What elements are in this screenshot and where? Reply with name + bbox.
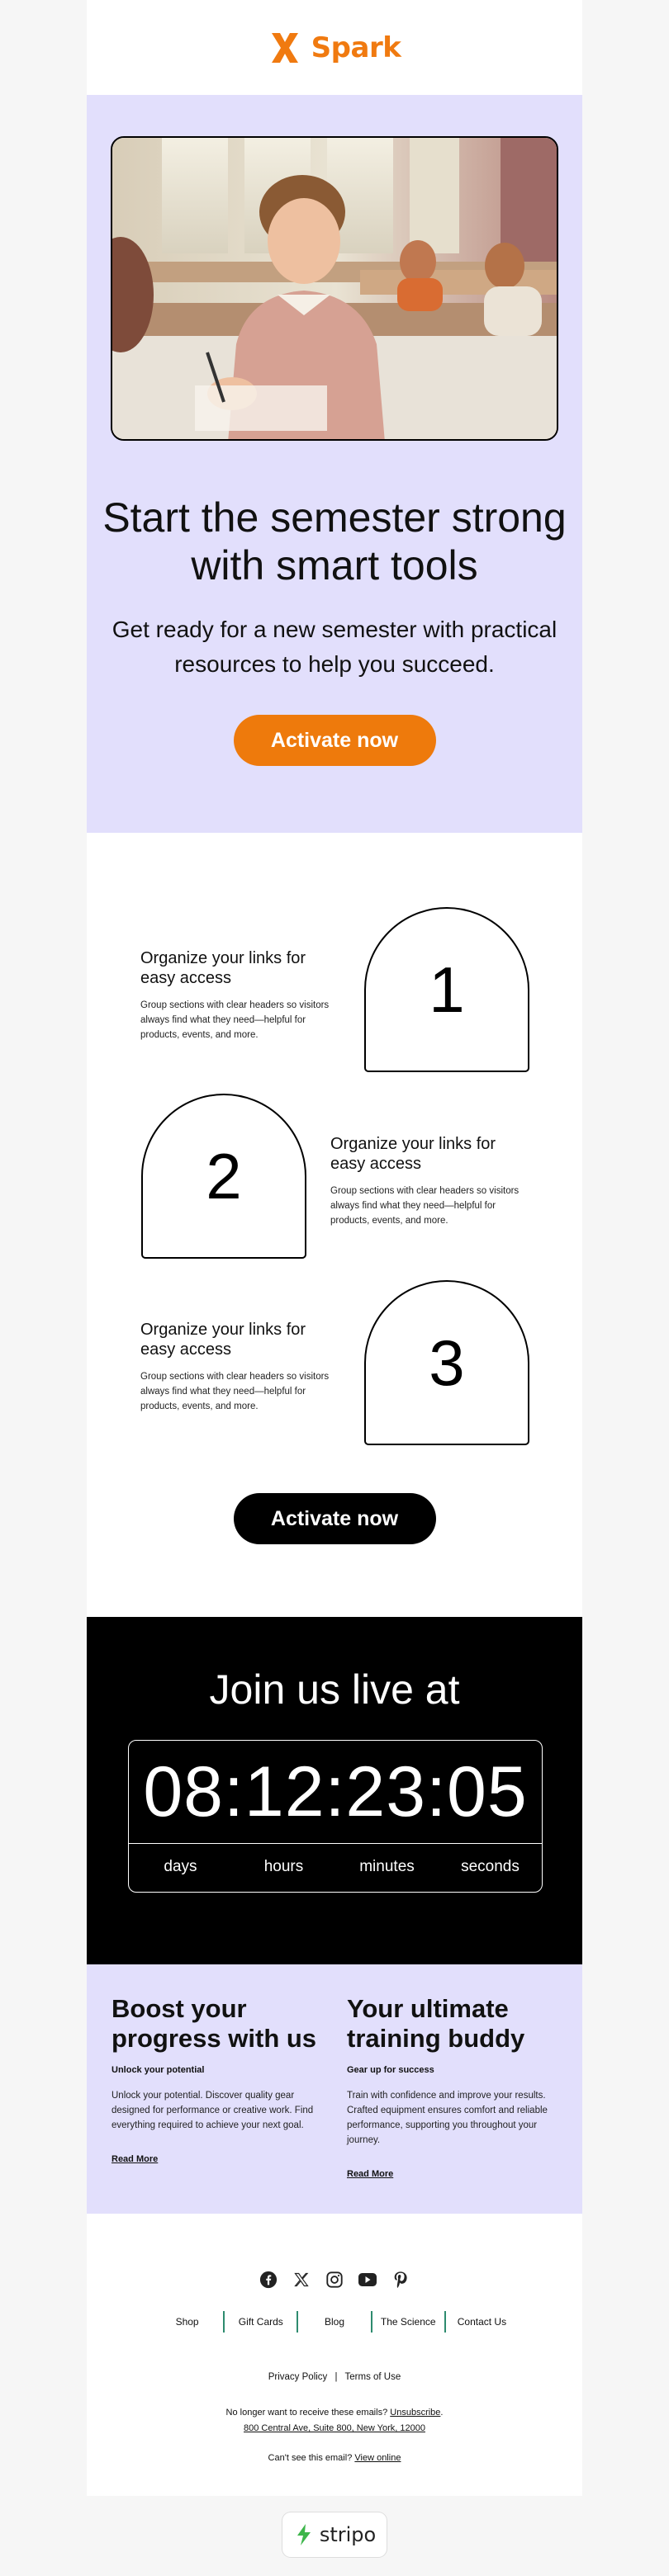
countdown-label-hours: hours (263, 1858, 304, 1875)
unsubscribe-link[interactable]: Unsubscribe (390, 2408, 441, 2418)
instagram-icon[interactable] (325, 2270, 344, 2290)
feature-number-arch: 2 (141, 1094, 306, 1259)
countdown-section (87, 1617, 582, 1964)
view-online-text: Can't see this email? (268, 2453, 353, 2463)
youtube-icon[interactable] (358, 2270, 377, 2290)
feature-number-arch: 1 (364, 907, 529, 1072)
countdown-timer (128, 1740, 543, 1893)
countdown-label-seconds: seconds (461, 1858, 520, 1875)
card-title: Boost your progress with us (112, 1994, 317, 2053)
menu-item-gift-cards[interactable]: Gift Cards (238, 2316, 283, 2328)
feature-item (140, 948, 343, 1042)
unsubscribe-text: No longer want to receive these emails? (225, 2408, 388, 2418)
stripo-logo-icon (293, 2522, 315, 2547)
feature-item (330, 1134, 533, 1228)
read-more-link[interactable]: Read More (347, 2169, 394, 2179)
promo-card (347, 1994, 558, 2214)
email-header (87, 0, 582, 95)
countdown-title: Join us live at (209, 1666, 460, 1713)
facebook-icon[interactable] (259, 2270, 278, 2290)
promo-card (112, 1994, 322, 2214)
feature-description: Group sections with clear headers so visitors always find what they need—helpful for products, events, and more. (140, 1372, 330, 1411)
feature-description: Group sections with clear headers so visitors always find what they need—helpful for products, events, and more. (140, 1000, 330, 1040)
menu-item-blog[interactable]: Blog (324, 2316, 345, 2328)
stripo-wordmark: stripo (319, 2523, 377, 2546)
feature-item (140, 1320, 343, 1414)
countdown-label-days: days (164, 1858, 197, 1875)
feature-title: Organize your links for easy access (330, 1135, 496, 1173)
email-footer (87, 2214, 582, 2496)
x-icon[interactable] (292, 2270, 311, 2290)
features-cta-wrap (87, 1493, 582, 1544)
card-kicker: Unlock your potential (112, 2065, 205, 2075)
features-section (87, 833, 582, 1617)
feature-title: Organize your links for easy access (140, 949, 306, 987)
feature-description: Group sections with clear headers so visitors always find what they need—helpful for products, events, and more. (330, 1186, 520, 1226)
unsubscribe-block (87, 2405, 582, 2437)
unsubscribe-period: . (440, 2408, 444, 2418)
menu-item-contact-us[interactable]: Contact Us (457, 2316, 507, 2328)
hero-title: Start the semester strong with smart tools (102, 494, 567, 588)
card-body: Train with confidence and improve your results. Crafted equipment ensures comfort and reliable performance, supporting you throughout your journey. (347, 2091, 548, 2145)
classroom-illustration (112, 138, 558, 441)
feature-title: Organize your links for easy access (140, 1321, 306, 1359)
feature-number-arch: 3 (364, 1280, 529, 1445)
countdown-label-minutes: minutes (359, 1858, 415, 1875)
card-title: Your ultimate training buddy (347, 1994, 525, 2053)
social-links (87, 2270, 582, 2290)
hero-image (111, 136, 558, 441)
activate-now-button-secondary[interactable]: Activate now (234, 1493, 436, 1544)
address-link[interactable]: 800 Central Ave, Suite 800, New York, 12000 (244, 2423, 425, 2433)
menu-item-shop[interactable]: Shop (175, 2316, 199, 2328)
pinterest-icon[interactable] (391, 2270, 410, 2290)
spark-logo-icon (268, 31, 301, 64)
countdown-value: 08:12:23:05 (129, 1741, 542, 1844)
card-body: Unlock your potential. Discover quality gear designed for performance or creative work. Find everything required to achieve your next goal. (112, 2091, 314, 2130)
read-more-link[interactable]: Read More (112, 2154, 159, 2164)
terms-of-use-link[interactable]: Terms of Use (344, 2372, 401, 2382)
footer-menu (151, 2311, 518, 2333)
menu-item-the-science[interactable]: The Science (380, 2316, 436, 2328)
card-kicker: Gear up for success (347, 2065, 434, 2075)
hero-subtitle: Get ready for a new semester with practical resources to help you succeed. (112, 617, 558, 677)
brand-name[interactable]: Spark (311, 31, 401, 64)
countdown-labels (129, 1844, 542, 1890)
email-container (87, 0, 582, 2496)
activate-now-button[interactable]: Activate now (234, 715, 436, 766)
stripo-badge[interactable] (282, 2512, 387, 2557)
privacy-policy-link[interactable]: Privacy Policy (268, 2372, 328, 2382)
promo-cards (87, 1964, 582, 2214)
hero-section (87, 95, 582, 833)
legal-separator: | (334, 2372, 338, 2382)
view-online-block (87, 2453, 582, 2463)
legal-links (87, 2372, 582, 2382)
view-online-link[interactable]: View online (354, 2453, 401, 2463)
